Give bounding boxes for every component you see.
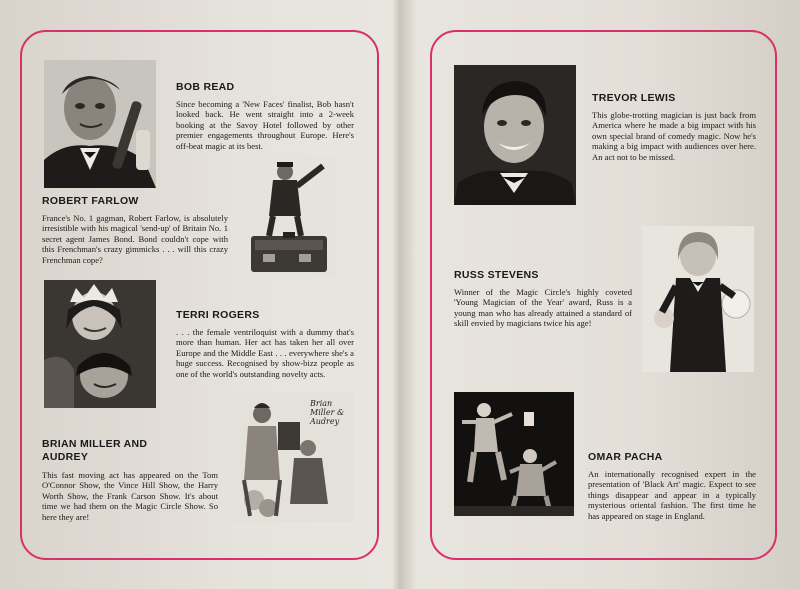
act-text-brian-miller-audrey: This fast moving act has appeared on the Tom O'Connor Show, the Vince Hill Show, the Harry Worth Show, the Frank Carson Show. It's about time we had them on the Magic Circle Show. So here they are! bbox=[42, 470, 218, 522]
act-name-omar-pacha: OMAR PACHA bbox=[588, 451, 663, 463]
omar-pacha-photo bbox=[454, 392, 574, 516]
act-name-brian-miller-audrey: BRIAN MILLER AND AUDREY bbox=[42, 438, 148, 463]
brian-miller-audrey-caption: Brian Miller & Audrey bbox=[310, 399, 345, 426]
act-text-trevor-lewis: This globe-trotting magician is just back from America where he made a big impact with his own special brand of comedy magic. Now he's making a big impact with audiences over here. An act not to be missed. bbox=[592, 110, 756, 162]
act-text-russ-stevens: Winner of the Magic Circle's highly coveted 'Young Magician of the Year' award, Russ is a young man who has already attained a standard of skill envied by magicians twice his age! bbox=[454, 287, 632, 329]
act-name-trevor-lewis: TREVOR LEWIS bbox=[592, 92, 676, 104]
russ-stevens-photo bbox=[642, 226, 754, 372]
act-name-terri-rogers: TERRI ROGERS bbox=[176, 309, 260, 321]
act-text-omar-pacha: An internationally recognised expert in the presentation of 'Black Art' magic. Expect to see things disappear and appear in a typically mysterious oriental fashion. The first time he has appeared on stage in England. bbox=[588, 469, 756, 521]
act-name-bob-read: BOB READ bbox=[176, 81, 235, 93]
trevor-lewis-photo bbox=[454, 65, 576, 205]
act-name-russ-stevens: RUSS STEVENS bbox=[454, 269, 539, 281]
act-text-terri-rogers: . . . the female ventriloquist with a dummy that's more than human. Her act has taken her all over Europe and the Middle East . . . everywhere she's a huge success. Recognised by show-bizz people as one of the world's outstanding novelty acts. bbox=[176, 327, 354, 379]
act-text-bob-read: Since becoming a 'New Faces' finalist, Bob hasn't looked back. He went straight into a 2-week booking at the Savoy Hotel followed by other premier engagements throughout Europe. Here's off-beat magic at its best. bbox=[176, 99, 354, 151]
terri-rogers-photo bbox=[44, 280, 156, 408]
robert-farlow-photo bbox=[243, 156, 335, 278]
bob-read-photo bbox=[44, 60, 156, 188]
act-name-robert-farlow: ROBERT FARLOW bbox=[42, 195, 139, 207]
act-text-robert-farlow: France's No. 1 gagman, Robert Farlow, is absolutely irresistible with his magical 'send-up' of Britain No. 1 secret agent James Bond. Bond couldn't cope with this Frenchman's crazy gimmicks . . . will this crazy Frenchman cope? bbox=[42, 213, 228, 265]
